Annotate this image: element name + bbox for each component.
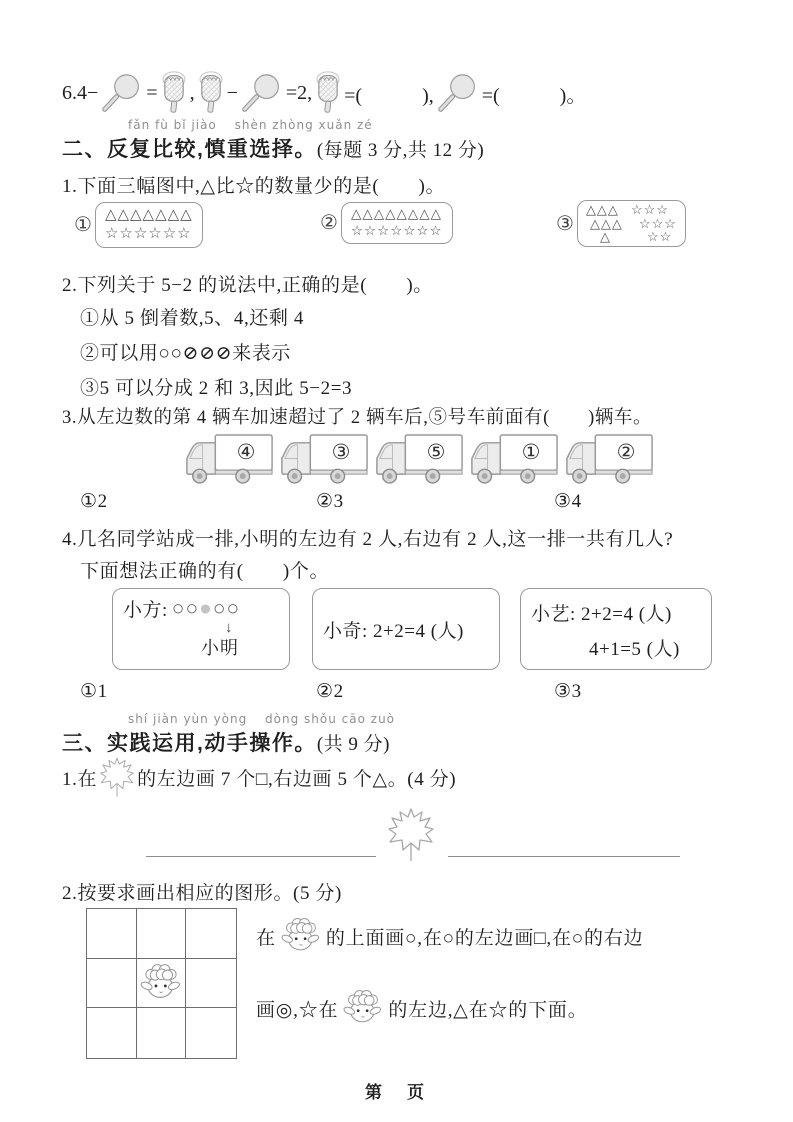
s2q3-option-3: ③4 <box>554 491 582 512</box>
star-row: ☆☆☆☆☆☆☆ <box>350 222 443 238</box>
popsicle-icon <box>161 71 187 115</box>
star-row: ☆☆☆☆☆☆ <box>104 225 192 242</box>
equation-2: 4+1=5 (人) <box>589 639 680 660</box>
q6-text-part: 6.4− <box>62 81 99 104</box>
truck-icon <box>277 431 371 489</box>
truck-icon <box>562 431 656 489</box>
s2-question-1-text: 1.下面三幅图中,△比☆的数量少的是( )。 <box>62 176 446 197</box>
think-box-xiaoyi <box>520 588 712 670</box>
grid-cell <box>186 959 236 1009</box>
triangle-row: △△△ <box>585 202 619 217</box>
grid-cell <box>137 1008 187 1058</box>
section-3-heading <box>62 710 395 757</box>
inst-text: 画◎,☆在 <box>256 999 339 1021</box>
q6-text-part: − <box>226 81 238 104</box>
circle-row <box>172 596 240 621</box>
truck-icon <box>372 431 466 489</box>
section-3-score: (共 9 分) <box>316 734 390 755</box>
sheep-icon <box>138 962 184 1004</box>
popsicle-icon <box>315 71 341 115</box>
section-2-title: 二、反复比较,慎重选择。 <box>62 138 317 161</box>
shaded-circle: ● <box>199 596 213 620</box>
sheep-icon <box>341 988 385 1028</box>
s3-question-1 <box>62 756 456 799</box>
question-6 <box>62 70 586 116</box>
s2-question-4-line2: 下面想法正确的有( )个。 <box>80 561 330 582</box>
star-row: ☆☆ <box>646 229 673 245</box>
lollipop-icon <box>101 73 143 113</box>
sheep-icon <box>279 916 323 956</box>
section-2-score: (每题 3 分,共 12 分) <box>316 140 485 161</box>
grid-cell <box>87 1008 137 1058</box>
s2-question-3-text: 3.从左边数的第 4 辆车加速超过了 2 辆车后,⑤号车前面有( )辆车。 <box>62 408 653 428</box>
q6-text-part: = <box>146 81 158 104</box>
inst-text: 的上面画○,在○的左边画□,在○的右边 <box>325 927 644 949</box>
s2q4-option-3: ③3 <box>554 681 582 702</box>
grid-cell <box>186 1008 236 1058</box>
option-1-label: ① <box>74 214 92 237</box>
s2q1-option-2 <box>320 202 453 244</box>
s2q2-option-2: ②可以用○○⊘⊘⊘来表示 <box>80 343 291 364</box>
plain-circles: ○○ <box>171 596 200 620</box>
star-cluster <box>631 203 677 244</box>
triangle-row: △△△ <box>589 215 623 231</box>
option-2-label: ② <box>320 212 338 235</box>
triangle-cluster <box>586 203 623 244</box>
truck-icon <box>182 431 276 489</box>
popsicle-icon <box>198 71 224 115</box>
shape-box-1 <box>95 202 203 248</box>
star-row: ☆☆☆ <box>638 215 677 231</box>
answer-line-left <box>146 856 376 857</box>
s2q4-option-2: ②2 <box>316 681 344 702</box>
truck-row <box>182 431 656 489</box>
truck-number: ③ <box>331 440 351 464</box>
grid-cell <box>186 909 236 959</box>
triangle-row: △△△△△△△ <box>104 207 193 223</box>
lollipop-icon <box>437 73 479 113</box>
maple-leaf-icon <box>99 756 135 799</box>
s2-question-2-text: 2.下列关于 5−2 的说法中,正确的是( )。 <box>62 275 433 296</box>
s2q1-option-3 <box>556 200 686 247</box>
think-box-xiaofang <box>112 588 290 670</box>
triangle-row: △△△△△△△△ <box>350 206 442 221</box>
section-3-pinyin: shí jiàn yùn yòng dòng shǒu cāo zuò <box>128 712 396 726</box>
q6-text-part: , <box>189 81 195 104</box>
section-3-title: 三、实践运用,动手操作。 <box>62 732 317 755</box>
down-arrow: ↓ <box>225 620 233 636</box>
lollipop-icon <box>241 73 283 113</box>
shape-box-3 <box>577 200 686 247</box>
s3q2-instruction-line2 <box>256 988 588 1028</box>
s3q1-prefix: 1.在 <box>62 769 98 790</box>
plain-circles: ○○ <box>212 596 241 620</box>
star-row: ☆☆☆ <box>630 202 669 217</box>
q6-text-part: =2, <box>285 81 313 104</box>
s2q4-option-1: ①1 <box>80 681 108 702</box>
truck-number: ① <box>521 440 541 464</box>
truck-number: ⑤ <box>426 440 446 464</box>
s2q2-option-1: ①从 5 倒着数,5、4,还剩 4 <box>80 308 304 329</box>
section-2-pinyin: fǎn fù bǐ jiào shèn zhòng xuǎn zé <box>128 118 373 132</box>
equation-1: 2+2=4 (人) <box>581 604 672 625</box>
s2q3-option-2: ②3 <box>316 491 344 512</box>
s2q3-option-1: ①2 <box>80 491 108 512</box>
s2-question-4-line1: 4.几名同学站成一排,小明的左边有 2 人,右边有 2 人,这一排一共有几人? <box>62 529 674 550</box>
maple-leaf-icon <box>386 806 436 864</box>
triangle-row: △ <box>599 229 611 245</box>
grid-cell <box>137 909 187 959</box>
grid-cell <box>87 909 137 959</box>
answer-line-right <box>448 856 680 857</box>
q6-answer-blank: =( ), <box>344 84 434 107</box>
shape-box-2 <box>341 202 453 244</box>
page-footer: 第 页 <box>365 1083 428 1102</box>
pointer-label: 小明 <box>201 638 239 658</box>
think-text: 小奇: 2+2=4 (人) <box>323 620 464 642</box>
s3q2-instruction-line1 <box>256 916 643 956</box>
section-2-heading <box>62 116 484 163</box>
inst-text: 的左边,△在☆的下面。 <box>388 999 588 1021</box>
s2q2-option-3: ③5 可以分成 2 和 3,因此 5−2=3 <box>80 378 353 399</box>
inst-text: 在 <box>256 927 276 949</box>
student-name: 小方: <box>123 600 168 621</box>
s2q1-option-1 <box>74 202 203 248</box>
draw-grid <box>86 908 237 1059</box>
q6-answer-blank: =( )。 <box>481 84 587 107</box>
s3-question-2-text: 2.按要求画出相应的图形。(5 分) <box>62 883 342 904</box>
truck-number: ④ <box>236 440 256 464</box>
truck-icon <box>467 431 561 489</box>
s3q1-suffix: 的左边画 7 个□,右边画 5 个△。(4 分) <box>137 769 457 790</box>
truck-number: ② <box>616 440 636 464</box>
option-3-label: ③ <box>556 212 574 235</box>
think-box-xiaoqi <box>312 588 500 670</box>
grid-cell <box>87 959 137 1009</box>
grid-cell-sheep <box>137 959 187 1009</box>
student-name: 小艺: <box>531 604 576 625</box>
